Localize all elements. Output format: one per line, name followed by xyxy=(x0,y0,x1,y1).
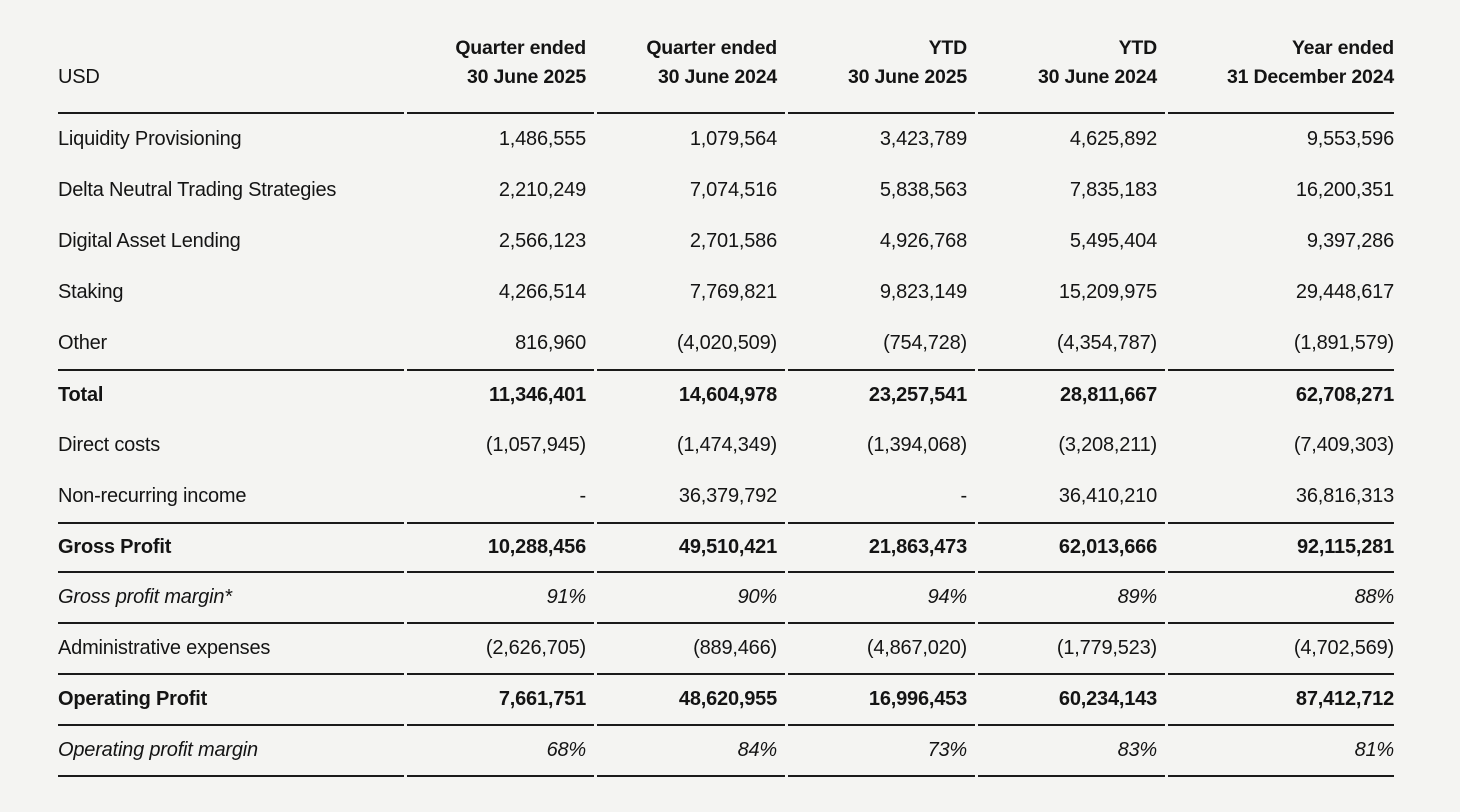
column-header xyxy=(788,34,975,114)
cell-value: (1,891,579) xyxy=(1293,332,1394,354)
cell-value: 68% xyxy=(407,726,594,777)
column-header xyxy=(1168,34,1394,114)
cell-value: 9,553,596 xyxy=(1306,128,1394,150)
column-header-line2: 31 December 2024 xyxy=(1226,66,1394,88)
table-header xyxy=(58,34,1394,114)
row-label: Operating Profit xyxy=(58,675,404,726)
cell-value: (2,626,705) xyxy=(407,624,594,675)
column-header-line1: YTD xyxy=(1118,37,1157,59)
column-header xyxy=(407,34,594,114)
row-label: Staking xyxy=(58,281,124,303)
cell-value: 16,200,351 xyxy=(1295,179,1394,201)
cell-value: 16,996,453 xyxy=(788,675,975,726)
cell-value: - xyxy=(579,485,586,507)
table-row xyxy=(58,165,1394,216)
cell-value: 4,625,892 xyxy=(1069,128,1157,150)
column-header-line1: Year ended xyxy=(1291,37,1394,59)
cell-value: 7,661,751 xyxy=(407,675,594,726)
table-row xyxy=(58,369,1394,420)
cell-value: 1,079,564 xyxy=(689,128,777,150)
cell-value: 87,412,712 xyxy=(1168,675,1394,726)
cell-value: 7,835,183 xyxy=(1069,179,1157,201)
column-header xyxy=(597,34,785,114)
cell-value: (1,057,945) xyxy=(485,434,586,456)
row-label: Non-recurring income xyxy=(58,485,247,507)
financial-report xyxy=(55,34,1397,777)
column-header-line2: 30 June 2025 xyxy=(466,66,586,88)
cell-value: (4,867,020) xyxy=(788,624,975,675)
cell-value: (4,020,509) xyxy=(676,332,777,354)
cell-value: (3,208,211) xyxy=(1058,434,1157,456)
table-row xyxy=(58,267,1394,318)
cell-value: 81% xyxy=(1168,726,1394,777)
column-header-line2: 30 June 2025 xyxy=(847,66,967,88)
table-row xyxy=(58,624,1394,675)
row-label: Operating profit margin xyxy=(58,726,404,777)
table-row xyxy=(58,471,1394,522)
row-label: Digital Asset Lending xyxy=(58,230,241,252)
cell-value: 90% xyxy=(597,573,785,624)
cell-value: 62,708,271 xyxy=(1168,369,1394,420)
cell-value: 83% xyxy=(978,726,1165,777)
cell-value: (1,779,523) xyxy=(978,624,1165,675)
cell-value: 62,013,666 xyxy=(978,522,1165,573)
cell-value: 2,701,586 xyxy=(689,230,777,252)
row-label: Administrative expenses xyxy=(58,624,404,675)
column-header-line1: Quarter ended xyxy=(646,37,777,59)
column-header-line2: 30 June 2024 xyxy=(657,66,777,88)
cell-value: (1,394,068) xyxy=(866,434,967,456)
cell-value: 4,266,514 xyxy=(498,281,586,303)
table-row xyxy=(58,522,1394,573)
cell-value: 49,510,421 xyxy=(597,522,785,573)
row-label: Gross profit margin* xyxy=(58,573,404,624)
table-row xyxy=(58,573,1394,624)
cell-value: 92,115,281 xyxy=(1168,522,1394,573)
cell-value: 36,410,210 xyxy=(1058,485,1157,507)
cell-value: 36,379,792 xyxy=(678,485,777,507)
cell-value: - xyxy=(960,485,967,507)
row-label: Delta Neutral Trading Strategies xyxy=(58,179,337,201)
cell-value: (4,702,569) xyxy=(1168,624,1394,675)
cell-value: (4,354,787) xyxy=(1056,332,1157,354)
column-header-line1: YTD xyxy=(928,37,967,59)
cell-value: 14,604,978 xyxy=(597,369,785,420)
column-header xyxy=(978,34,1165,114)
financial-results-table xyxy=(55,34,1397,777)
cell-value: 84% xyxy=(597,726,785,777)
cell-value: 48,620,955 xyxy=(597,675,785,726)
cell-value: (1,474,349) xyxy=(676,434,777,456)
cell-value: 2,210,249 xyxy=(498,179,586,201)
table-row xyxy=(58,420,1394,471)
cell-value: (889,466) xyxy=(597,624,785,675)
cell-value: 5,495,404 xyxy=(1069,230,1157,252)
cell-value: 91% xyxy=(407,573,594,624)
currency-label: USD xyxy=(58,34,404,114)
cell-value: 11,346,401 xyxy=(407,369,594,420)
table-body xyxy=(58,114,1394,777)
column-header-line1: Quarter ended xyxy=(455,37,586,59)
cell-value: 73% xyxy=(788,726,975,777)
cell-value: (7,409,303) xyxy=(1293,434,1394,456)
table-row xyxy=(58,114,1394,165)
cell-value: 36,816,313 xyxy=(1295,485,1394,507)
cell-value: 4,926,768 xyxy=(879,230,967,252)
cell-value: 15,209,975 xyxy=(1058,281,1157,303)
cell-value: 7,769,821 xyxy=(689,281,777,303)
table-row xyxy=(58,318,1394,369)
column-header-line2: 30 June 2024 xyxy=(1037,66,1157,88)
cell-value: 816,960 xyxy=(515,332,586,354)
row-label: Gross Profit xyxy=(58,522,404,573)
cell-value: 28,811,667 xyxy=(978,369,1165,420)
cell-value: 89% xyxy=(978,573,1165,624)
cell-value: 29,448,617 xyxy=(1295,281,1394,303)
cell-value: 5,838,563 xyxy=(879,179,967,201)
row-label: Total xyxy=(58,369,404,420)
cell-value: 7,074,516 xyxy=(689,179,777,201)
table-row xyxy=(58,675,1394,726)
cell-value: 94% xyxy=(788,573,975,624)
cell-value: 10,288,456 xyxy=(407,522,594,573)
table-row xyxy=(58,216,1394,267)
cell-value: 23,257,541 xyxy=(788,369,975,420)
cell-value: 21,863,473 xyxy=(788,522,975,573)
cell-value: 3,423,789 xyxy=(879,128,967,150)
cell-value: 60,234,143 xyxy=(978,675,1165,726)
table-row xyxy=(58,726,1394,777)
row-label: Liquidity Provisioning xyxy=(58,128,242,150)
header-row xyxy=(58,34,1394,114)
cell-value: (754,728) xyxy=(883,332,967,354)
cell-value: 9,823,149 xyxy=(879,281,967,303)
row-label: Other xyxy=(58,332,108,354)
cell-value: 1,486,555 xyxy=(498,128,586,150)
cell-value: 2,566,123 xyxy=(498,230,586,252)
cell-value: 88% xyxy=(1168,573,1394,624)
row-label: Direct costs xyxy=(58,434,161,456)
cell-value: 9,397,286 xyxy=(1306,230,1394,252)
